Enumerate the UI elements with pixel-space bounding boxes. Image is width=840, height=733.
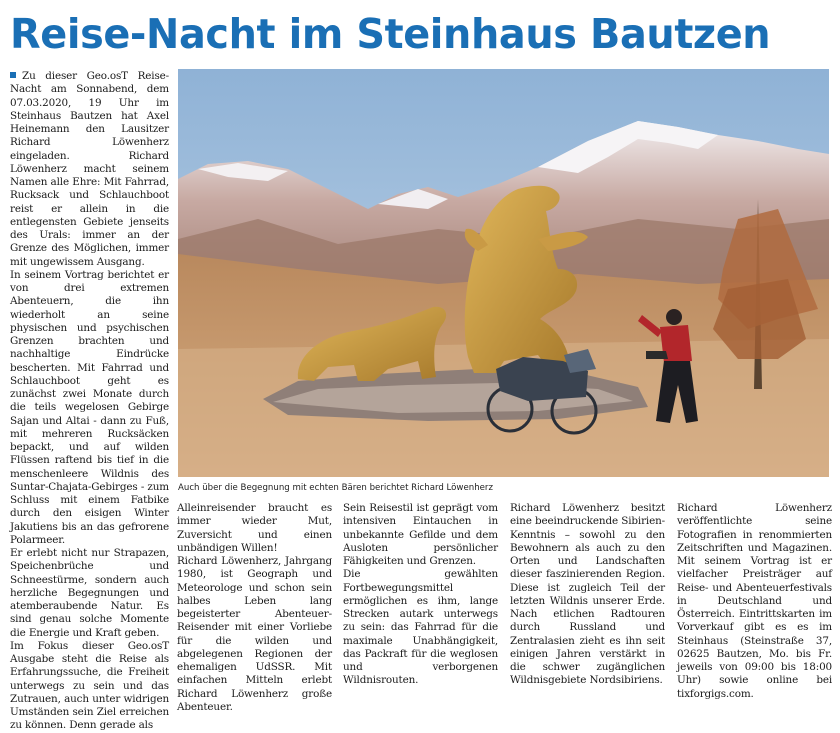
article-paragraph: Richard Löwenherz, Jahrgang 1980, ist Geograph und Meteorologe und schon sein halbes Leben lang begeisterter Abenteuer-Reisender mit einer Vorliebe für die wilden und abgelegenen Regionen der ehemaligen UdSSR. Mit einfachen Mitteln erlebt Richard Löwenherz große Abenteuer.: [177, 555, 332, 713]
article-photo: [178, 69, 829, 477]
article-paragraph: Im Fokus dieser Geo.osT Ausgabe steht die Reise als Erfahrungssuche, die Freiheit unterwegs zu sein und das Zutrauen, auch unter widrigen Umständen sein Ziel erreichen zu können. Denn gerade als: [10, 639, 169, 732]
article-column-4: [510, 502, 665, 687]
article-paragraph: Sein Reisestil ist geprägt vom intensiven Eintauchen in unbekannte Gefilde und dem Ausloten persönlicher Fähigkeiten und Grenzen.: [343, 502, 498, 567]
section-marker-icon: [10, 72, 16, 78]
article-paragraph: Richard Löwenherz besitzt eine beeindruckende Sibirien-Kenntnis – sowohl zu den Bewohnern als auch zu den Orten und Landschaften dieser faszinierenden Region. Diese ist zugleich Teil der letzten Wildnis unserer Erde. Nach etlichen Radtouren durch Russland und Zentralasien zieht es ihn seit einigen Jahren verstärkt in die schwer zugänglichen Wildnisgebiete Nordsibiriens.: [510, 502, 665, 687]
article-paragraph: [10, 70, 169, 269]
article-paragraph: Die gewählten Fortbewegungsmittel ermöglichen es ihm, lange Strecken autark unterwegs zu sein: das Fahrrad für die maximale Unabhängigkeit, das Packraft für die weglosen und verborgenen Wildnisrouten.: [343, 568, 498, 687]
article-paragraph: In seinem Vortrag berichtet er von drei extremen Abenteuern, die ihn wiederholt an seine physischen und psychischen Grenzen brachten und nachhaltige Eindrücke bescherten. Mit Fahrrad und Schlauchboot geht es zunächst zwei Monate durch die teils wegelosen Gebirge Sajan und Altai - dann zu Fuß, mit mehreren Rucksäcken bepackt, und auf wilden Flüssen raftend bis tief in die menschenleere Wildnis des Suntar-Chajata-Gebirges - zum Schluss mit einem Fatbike durch den eisigen Winter Jakutiens bis an das gefrorene Polarmeer.: [10, 268, 169, 546]
article-paragraph: Er erlebt nicht nur Strapazen, Speichenbrüche und Schneestürme, sondern auch herzliche Begegnungen und atemberaubende Natur. Es sind genau solche Momente die Energie und Kraft geben.: [10, 547, 169, 639]
article-paragraph: Richard Löwenherz veröffentlichte seine Fotografien in renommierten Zeitschriften und Magazinen. Mit seinem Vortrag ist er vielfacher Preisträger auf Reise- und Abenteuerfestivals in Deutschland und Österreich. Eintrittskarten im Vorverkauf gibt es es im Steinhaus (Steinstraße 37, 02625 Bautzen, Mo. bis Fr. jeweils von 09:00 bis 18:00 Uhr) sowie online bei tixforgigs.com.: [677, 502, 832, 700]
article-column-2: [177, 502, 332, 713]
headline: Reise-Nacht im Steinhaus Bautzen: [10, 10, 771, 58]
paragraph-text: Zu dieser Geo.osT Reise-Nacht am Sonnabend, dem 07.03.2020, 19 Uhr im Steinhaus Bautzen hat Axel Heinemann den Lausitzer Richard Löwenherz eingeladen. Richard Löwenherz macht seinem Namen alle Ehre: Mit Fahrrad, Rucksack und Schlauchboot reist er allein in die entlegensten Gebiete jenseits des Urals: immer an der Grenze des Möglichen, immer mit ungewissem Ausgang.: [10, 70, 169, 268]
article-column-1: [10, 70, 169, 732]
article-paragraph: Alleinreisender braucht es immer wieder Mut, Zuversicht und einen unbändigen Willen!: [177, 502, 332, 554]
article-column-3: [343, 502, 498, 687]
bear-statues-photo: [178, 69, 829, 477]
article-column-5: [677, 502, 832, 700]
photo-caption: Auch über die Begegnung mit echten Bären berichtet Richard Löwenherz: [178, 483, 493, 493]
